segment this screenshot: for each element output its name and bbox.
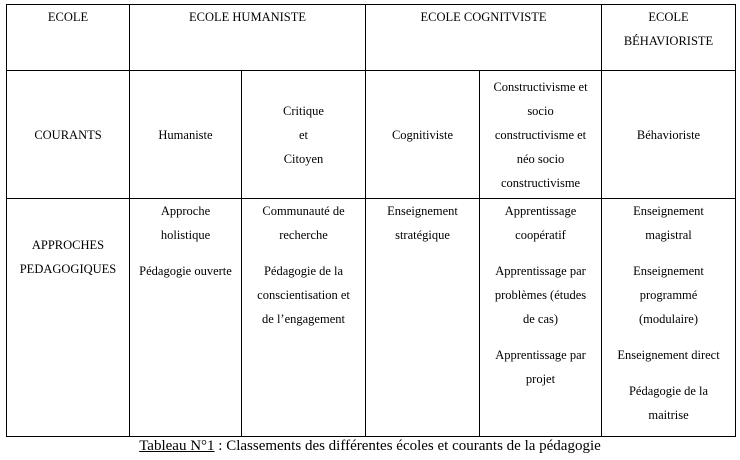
header-ecole — [7, 5, 130, 71]
courant-cognitiviste — [366, 71, 480, 199]
group-spacer — [605, 331, 732, 343]
cell-text-line: Enseignement — [387, 204, 458, 218]
cell-text-line: coopératif — [515, 228, 566, 242]
group-spacer — [483, 247, 598, 259]
cell-text-line: holistique — [160, 228, 211, 242]
cell-text-line: et — [298, 127, 309, 142]
cell-text-line: PEDAGOGIQUES — [19, 262, 117, 276]
cell-text-line: Citoyen — [283, 151, 324, 166]
approches-humaniste — [130, 199, 242, 437]
cell-text-line: Apprentissage par — [495, 264, 586, 278]
table-caption — [0, 436, 740, 456]
group-spacer — [483, 331, 598, 343]
cell-text-line: ECOLE — [648, 10, 689, 24]
cell-text-line: problèmes (études — [494, 288, 587, 302]
cell-text-line: magistral — [645, 228, 692, 242]
cell-text-line: ECOLE HUMANISTE — [189, 10, 307, 24]
group-spacer — [245, 247, 362, 259]
cell-text-line: Critique — [283, 103, 324, 118]
courant-critique-citoyen — [242, 71, 366, 199]
cell-text-line: ECOLE — [47, 10, 89, 24]
cell-text-line: Approche — [160, 204, 211, 218]
cell-text-line: Pédagogie de la — [263, 264, 344, 278]
courant-constructivisme — [480, 71, 602, 199]
cell-text-line: Apprentissage par — [495, 348, 586, 362]
approches-constructivisme — [480, 199, 602, 437]
cell-text-line: de cas) — [522, 312, 559, 326]
approches-row — [7, 199, 736, 437]
cell-text-line: recherche — [279, 228, 328, 242]
cell-text-line: Communauté de — [262, 204, 345, 218]
cell-text-line: constructivisme — [500, 175, 581, 190]
cell-text-line: maitrise — [648, 408, 689, 422]
cell-text-line: Cognitiviste — [391, 127, 454, 142]
group-spacer — [605, 247, 732, 259]
cell-text-line: néo socio — [516, 151, 565, 166]
cell-text-line: Enseignement — [633, 204, 704, 218]
cell-text-line: socio — [527, 103, 554, 118]
cell-text-line: de l’engagement — [262, 312, 345, 326]
courant-humaniste — [130, 71, 242, 199]
cell-text-line: Béhavioriste — [636, 127, 701, 142]
header-ecole-humaniste — [130, 5, 366, 71]
group-spacer — [133, 247, 238, 259]
approches-behavioriste — [602, 199, 736, 437]
group-spacer — [605, 367, 732, 379]
cell-text-line: BÉHAVIORISTE — [623, 34, 714, 48]
cell-text-line: Enseignement direct — [617, 348, 720, 362]
schools-table — [6, 4, 736, 437]
approches-label — [7, 199, 130, 437]
cell-text-line: ECOLE COGNITVISTE — [420, 10, 547, 24]
cell-text-line: programmé — [639, 288, 698, 302]
header-ecole-cognitiviste — [366, 5, 602, 71]
cell-text-line: constructivisme et — [494, 127, 587, 142]
cell-text-line: Pédagogie ouverte — [139, 264, 232, 278]
cell-text-line: Enseignement — [633, 264, 704, 278]
cell-text-line: Apprentissage — [504, 204, 577, 218]
caption-label: Tableau N°1 — [139, 438, 215, 454]
cell-text-line: Constructivisme et — [493, 79, 588, 94]
cell-text-line: Pédagogie de la — [628, 384, 709, 398]
cell-text-line: Humaniste — [158, 127, 213, 142]
header-row — [7, 5, 736, 71]
cell-text-line: conscientisation et — [257, 288, 350, 302]
approches-cognitiviste — [366, 199, 480, 437]
courants-label: COURANTS — [7, 71, 130, 199]
caption-text: : Classements des différentes écoles et courants de la pédagogie — [214, 438, 601, 454]
courants-row — [7, 71, 736, 199]
header-ecole-behavioriste — [602, 5, 736, 71]
cell-text-line: stratégique — [395, 228, 450, 242]
approches-critique — [242, 199, 366, 437]
cell-text-line: projet — [525, 372, 556, 386]
courant-behavioriste — [602, 71, 736, 199]
cell-text-line: (modulaire) — [639, 312, 699, 326]
cell-text-line: APPROCHES — [31, 238, 105, 252]
